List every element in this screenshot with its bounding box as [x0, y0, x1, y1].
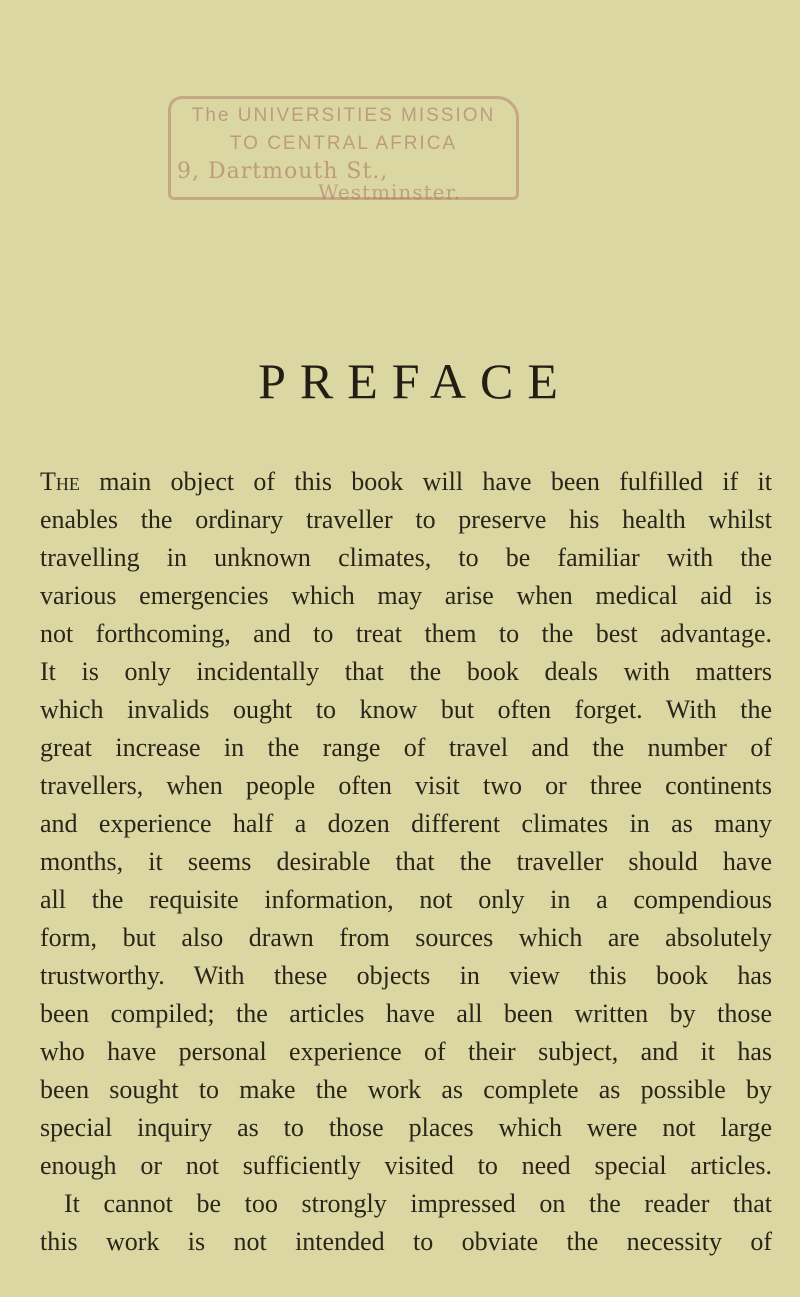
text-line: trustworthy. With these objects in view this book has: [40, 961, 772, 990]
stamp-line: The UNIVERSITIES MISSION: [191, 105, 496, 126]
text-line: been sought to make the work as complete as possible by: [40, 1075, 772, 1104]
stamp-line: Westminster.: [318, 180, 462, 204]
text-line: enables the ordinary traveller to preserve his health whilst: [40, 505, 772, 534]
text-line: It is only incidentally that the book deals with matters: [40, 657, 772, 686]
text-line: form, but also drawn from sources which are absolutely: [40, 923, 772, 952]
text-line: various emergencies which may arise when medical aid is: [40, 581, 772, 610]
text-line: who have personal experience of their subject, and it has: [40, 1037, 772, 1066]
text-line: It cannot be too strongly impressed on the reader that: [64, 1189, 772, 1218]
text-line: great increase in the range of travel and the number of: [40, 733, 772, 762]
stamp-address: 9, Dartmouth St.,: [177, 159, 389, 184]
text-line: [40, 463, 772, 501]
text-line: enough or not sufficiently visited to need special articles.: [40, 1151, 772, 1180]
first-word: The: [40, 467, 80, 496]
text-line: been compiled; the articles have all been written by those: [40, 999, 772, 1028]
text-line: travellers, when people often visit two or three continents: [40, 771, 772, 800]
text-line: which invalids ought to know but often forget. With the: [40, 695, 772, 724]
stamp-line: TO CENTRAL AFRICA: [229, 133, 458, 154]
text-line: and experience half a dozen different climates in as many: [40, 809, 772, 838]
text-line: travelling in unknown climates, to be familiar with the: [40, 543, 772, 572]
text-line: not forthcoming, and to treat them to the best advantage.: [40, 619, 772, 648]
text-line: all the requisite information, not only in a compendious: [40, 885, 772, 914]
preface-body: [40, 463, 772, 1261]
text-line-content: main object of this book will have been fulfilled if it: [99, 467, 772, 496]
page-title: PREFACE: [258, 353, 572, 409]
text-line: special inquiry as to those places which were not large: [40, 1113, 772, 1142]
text-line: this work is not intended to obviate the necessity of: [40, 1227, 772, 1256]
text-line: months, it seems desirable that the traveller should have: [40, 847, 772, 876]
